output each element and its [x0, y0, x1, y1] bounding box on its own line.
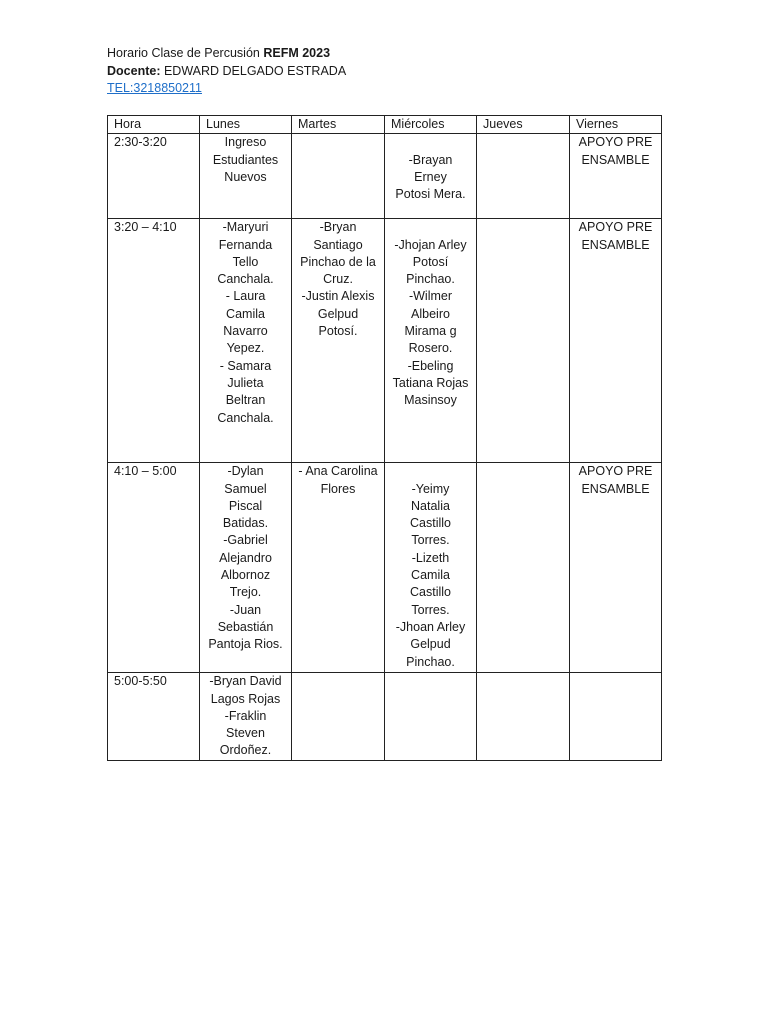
cell-jueves [477, 219, 570, 463]
tel-line [107, 80, 346, 98]
column-header-martes: Martes [292, 116, 385, 134]
table-row [108, 219, 662, 463]
cell-lunes [200, 463, 292, 673]
schedule-table [107, 115, 662, 761]
cell-lunes [200, 134, 292, 219]
cell-hora [108, 673, 200, 761]
cell-viernes [570, 463, 662, 673]
table-header-row [108, 116, 662, 134]
cell-text: -Yeimy Natalia Castillo Torres. -Lizeth Camila Castillo Torres. -Jhoan Arley Gelpud Pinchao. [395, 481, 466, 669]
cell-jueves [477, 673, 570, 761]
cell-martes [292, 134, 385, 219]
cell-viernes [570, 134, 662, 219]
cell-miercoles [385, 463, 477, 673]
docente-line [107, 63, 346, 81]
cell-miercoles [385, 673, 477, 761]
title-bold: REFM 2023 [263, 46, 331, 60]
document-header [107, 45, 346, 98]
cell-text: APOYO PRE ENSAMBLE [578, 464, 653, 496]
column-header-jueves: Jueves [477, 116, 570, 134]
column-header-viernes: Viernes [570, 116, 662, 134]
docente-label: Docente: [107, 63, 161, 78]
cell-hora [108, 219, 200, 463]
cell-text: Ingreso Estudiantes Nuevos [212, 135, 279, 184]
column-header-hora: Hora [108, 116, 200, 134]
cell-text: 4:10 – 5:00 [114, 464, 177, 479]
cell-martes [292, 219, 385, 463]
cell-martes [292, 463, 385, 673]
cell-hora [108, 463, 200, 673]
cell-jueves [477, 134, 570, 219]
cell-text: -Jhojan Arley Potosí Pinchao. -Wilmer Albeiro Mirama g Rosero. -Ebeling Tatiana Rojas Masinsoy [392, 237, 469, 408]
cell-jueves [477, 463, 570, 673]
tel-link[interactable]: TEL:3218850211 [107, 81, 202, 95]
column-header-miercoles: Miércoles [385, 116, 477, 134]
cell-miercoles [385, 219, 477, 463]
cell-text: -Dylan Samuel Piscal Batidas. -Gabriel Alejandro Albornoz Trejo. -Juan Sebastián Pantoja Rios. [208, 464, 283, 652]
cell-text: 5:00-5:50 [114, 674, 167, 689]
cell-text: -Bryan David Lagos Rojas -Fraklin Steven Ordoñez. [209, 674, 282, 758]
cell-lunes [200, 219, 292, 463]
cell-text: -Bryan Santiago Pinchao de la Cruz. -Justin Alexis Gelpud Potosí. [300, 220, 376, 339]
cell-viernes [570, 219, 662, 463]
cell-viernes [570, 673, 662, 761]
cell-text: - Ana Carolina Flores [298, 464, 378, 496]
table-row [108, 673, 662, 761]
cell-text: APOYO PRE ENSAMBLE [578, 135, 653, 167]
column-header-lunes: Lunes [200, 116, 292, 134]
cell-hora [108, 134, 200, 219]
cell-martes [292, 673, 385, 761]
table-row [108, 463, 662, 673]
cell-text: 3:20 – 4:10 [114, 220, 177, 235]
title-line [107, 45, 346, 63]
cell-text: -Maryuri Fernanda Tello Canchala. - Laura Camila Navarro Yepez. - Samara Julieta Beltran Canchala. [217, 220, 274, 425]
docente-name: EDWARD DELGADO ESTRADA [160, 63, 347, 78]
cell-text: APOYO PRE ENSAMBLE [578, 220, 653, 252]
cell-text: 2:30-3:20 [114, 135, 167, 150]
cell-text: -Brayan Erney Potosi Mera. [395, 152, 466, 202]
title-prefix: Horario Clase de Percusión [107, 46, 264, 60]
table-row [108, 134, 662, 219]
cell-lunes [200, 673, 292, 761]
cell-miercoles [385, 134, 477, 219]
